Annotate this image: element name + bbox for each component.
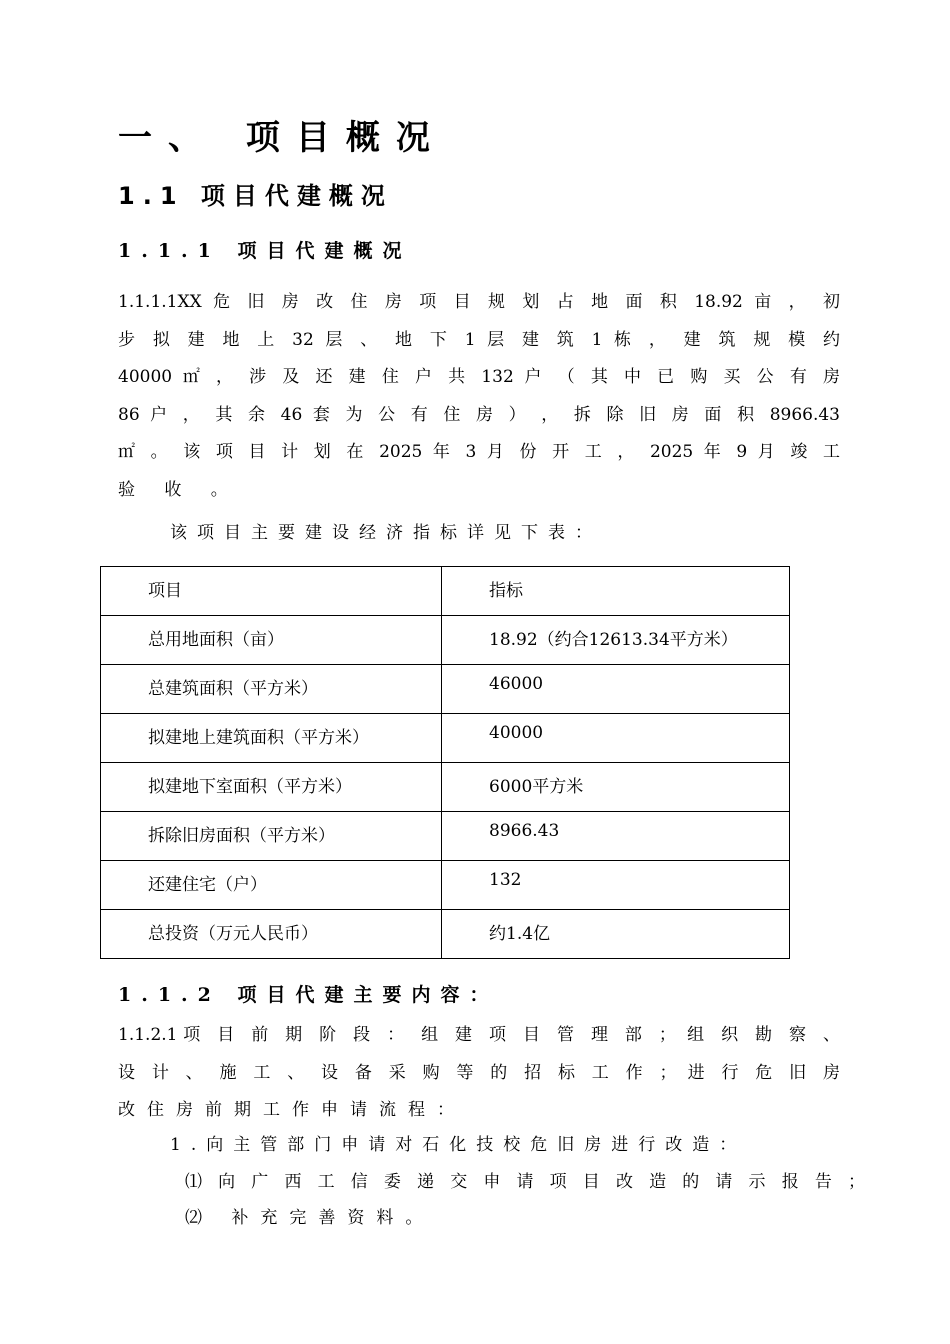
heading-level2: 1.1 项目代建概况 <box>118 182 393 210</box>
heading-level3-main-content: 1.1.2 项目代建主要内容： <box>118 984 499 1006</box>
paragraph-line: 1.1.1.1XX 危 旧 房 改 住 房 项 目 规 划 占 地 面 积 18.92 亩 ， 初 <box>118 292 840 312</box>
table-header-row <box>101 567 790 616</box>
paragraph-line: 改住房前期工作申请流程： <box>118 1100 466 1120</box>
table-row <box>101 616 790 665</box>
table-row <box>101 910 790 959</box>
heading-level3-overview: 1.1.1 项目代建概况 <box>118 240 412 262</box>
table-cell-value: 18.92（约合12613.34平方米） <box>442 616 790 665</box>
paragraph-line: 40000 ㎡ ， 涉 及 还 建 住 户 共 132 户 （ 其 中 已 购 买 公 有 房 <box>118 367 840 387</box>
table-header-indicator: 指标 <box>442 567 790 616</box>
table-cell-item: 拟建地上建筑面积（平方米） <box>101 714 442 763</box>
heading-level1: 一、 项目概况 <box>118 118 446 158</box>
table-header-item: 项目 <box>101 567 442 616</box>
paragraph-preliminary-stage <box>118 1017 840 1130</box>
sub-list-item: ⑵ 补充完善资料。 <box>185 1208 435 1228</box>
paragraph-project-summary <box>118 284 840 509</box>
table-cell-value: 8966.43 <box>442 812 790 861</box>
paragraph-line: ㎡ 。 该 项 目 计 划 在 2025 年 3 月 份 开 工 ， 2025 年 9 月 竣 工 <box>118 442 840 462</box>
table-cell-item: 总用地面积（亩） <box>101 616 442 665</box>
table-row <box>101 861 790 910</box>
paragraph-line: 86 户 ， 其 余 46 套 为 公 有 住 房 ） ， 拆 除 旧 房 面 积 8966.43 <box>118 404 840 425</box>
list-item: 1.向主管部门申请对石化技校危旧房进行改造： <box>170 1135 747 1155</box>
table-cell-value: 132 <box>442 861 790 910</box>
paragraph-line: 设 计 、 施 工 、 设 备 采 购 等 的 招 标 工 作 ； 进 行 危 旧 房 <box>118 1062 840 1083</box>
table-cell-item: 拆除旧房面积（平方米） <box>101 812 442 861</box>
indicator-table <box>100 566 790 959</box>
table-cell-item: 总投资（万元人民币） <box>101 910 442 959</box>
table-cell-value: 46000 <box>442 665 790 714</box>
table-row <box>101 665 790 714</box>
paragraph-line: 1.1.2.1项 目 前 期 阶 段 ： 组 建 项 目 管 理 部 ； 组 织 勘 察 、 <box>118 1025 840 1045</box>
table-cell-item: 总建筑面积（平方米） <box>101 665 442 714</box>
paragraph-line: 步 拟 建 地 上 32 层 、 地 下 1 层 建 筑 1 栋 ， 建 筑 规 模 约 <box>118 329 840 350</box>
sub-list-item-text: ⑴ 向 广 西 工 信 委 递 交 申 请 项 目 改 造 的 请 示 报 告 ； <box>185 1172 865 1192</box>
table-cell-item: 拟建地下室面积（平方米） <box>101 763 442 812</box>
table-cell-value: 40000 <box>442 714 790 763</box>
table-row <box>101 763 790 812</box>
table-row <box>101 812 790 861</box>
table-cell-value: 6000平方米 <box>442 763 790 812</box>
paragraph-line: 验 收 。 <box>118 479 240 500</box>
table-row <box>101 714 790 763</box>
table-cell-item: 还建住宅（户） <box>101 861 442 910</box>
sub-list-item <box>185 1168 865 1196</box>
table-intro-text: 该项目主要建设经济指标详见下表： <box>170 523 602 543</box>
table-cell-value: 约1.4亿 <box>442 910 790 959</box>
